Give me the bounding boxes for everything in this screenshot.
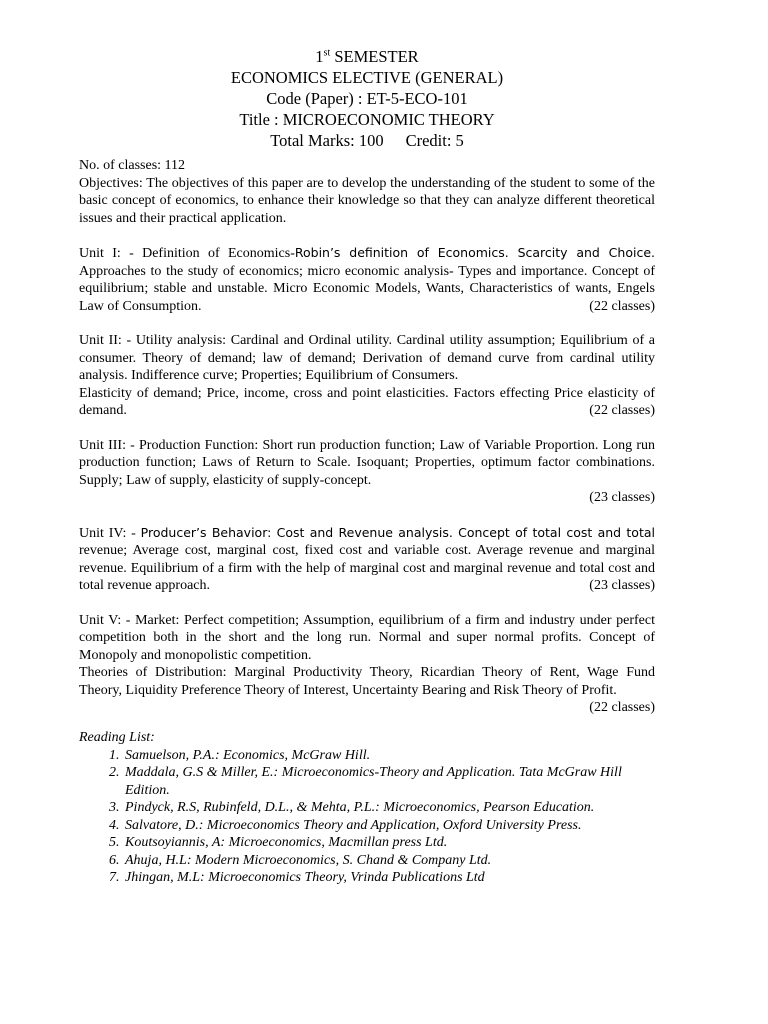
number-of-classes: No. of classes: 112 bbox=[79, 158, 186, 173]
unit-2-text-2: Elasticity of demand; Price, income, cross and point elasticities. Factors effecting Price elasticity of demand. bbox=[79, 385, 655, 418]
unit-3 bbox=[79, 437, 655, 507]
total-marks: Total Marks: 100 bbox=[270, 131, 384, 150]
unit-4-lead: Unit IV: - bbox=[79, 525, 141, 541]
unit-2-classes: (22 classes) bbox=[589, 403, 655, 418]
reading-item: 1. Samuelson, P.A.: Economics, McGraw Hill. bbox=[123, 747, 655, 765]
unit-4-lead-sans: Producer’s Behavior: Cost and Revenue analysis. Concept of total cost and total bbox=[140, 524, 655, 540]
unit-3-classes: (23 classes) bbox=[589, 490, 655, 505]
reading-item: 3. Pindyck, R.S, Rubinfeld, D.L., & Mehta, P.L.: Microeconomics, Pearson Education. bbox=[123, 799, 655, 817]
unit-5-text: Unit V: - Market: Perfect competition; Assumption, equilibrium of a firm and industry under perfect competition both in the short and the long run. Normal and super normal profits. Concept of Monopoly and monopolistic competition. bbox=[79, 612, 655, 663]
syllabus-body bbox=[79, 157, 655, 715]
paper-title: Title : MICROECONOMIC THEORY bbox=[239, 110, 495, 129]
reading-item: 2. Maddala, G.S & Miller, E.: Microeconomics-Theory and Application. Tata McGraw Hill Edition. bbox=[123, 764, 655, 799]
unit-5-text-2: Theories of Distribution: Marginal Productivity Theory, Ricardian Theory of Rent, Wage Fund Theory, Liquidity Preference Theory of Interest, Uncertainty Bearing and Risk Theory of Profit. bbox=[79, 665, 655, 698]
unit-5-classes: (22 classes) bbox=[589, 700, 655, 715]
unit-3-text: Unit III: - Production Function: Short run production function; Law of Variable Proportion. Long run production function; Laws of Return to Scale. Isoquant; Properties, optimum factor combinations. Supply; Law of supply, elasticity of supply-concept. bbox=[79, 437, 655, 488]
semester-line bbox=[79, 46, 655, 67]
reading-item: 4. Salvatore, D.: Microeconomics Theory and Application, Oxford University Press. bbox=[123, 817, 655, 835]
unit-1-lead-sans: Robin’s definition of Economics. Scarcity and Choice. bbox=[294, 245, 655, 260]
unit-4-text: revenue; Average cost, marginal cost, fixed cost and variable cost. Average revenue and marginal revenue. Equilibrium of a firm with the help of marginal cost and marginal revenue and total cost and total revenue approach. bbox=[79, 543, 655, 593]
objectives: Objectives: The objectives of this paper are to develop the understanding of the student to some of the basic concept of economics, to enhance their knowledge so that they can analyze different theoretical issues and their practical application. bbox=[79, 175, 655, 226]
unit-1-classes: (22 classes) bbox=[589, 298, 655, 314]
unit-4-classes: (23 classes) bbox=[589, 578, 655, 593]
unit-1-lead: Unit I: - Definition of Economics- bbox=[79, 246, 295, 261]
marks-credit-line bbox=[79, 130, 655, 151]
credit: Credit: 5 bbox=[405, 131, 464, 150]
reading-list-heading: Reading List: bbox=[79, 730, 155, 745]
semester-ordinal: st bbox=[323, 47, 331, 59]
reading-item: 5. Koutsoyiannis, A: Microeconomics, Macmillan press Ltd. bbox=[123, 834, 655, 852]
semester-number: 1 bbox=[315, 47, 324, 66]
reading-item: 6. Ahuja, H.L: Modern Microeconomics, S. Chand & Company Ltd. bbox=[123, 852, 655, 870]
unit-2 bbox=[79, 332, 655, 420]
unit-4 bbox=[79, 524, 655, 595]
reading-item: 7. Jhingan, M.L: Microeconomics Theory, Vrinda Publications Ltd bbox=[123, 869, 655, 887]
syllabus-header bbox=[79, 46, 655, 151]
unit-5 bbox=[79, 612, 655, 715]
reading-list-items bbox=[79, 747, 655, 887]
semester-word: SEMESTER bbox=[334, 47, 419, 66]
paper-code: Code (Paper) : ET-5-ECO-101 bbox=[266, 89, 468, 108]
unit-1 bbox=[79, 244, 655, 315]
unit-2-text: Unit II: - Utility analysis: Cardinal and Ordinal utility. Cardinal utility assumption; Equilibrium of a consumer. Theory of demand; law of demand; Derivation of demand curve from cardinal utility analysis. Indifference curve; Properties; Equilibrium of Consumers. bbox=[79, 333, 655, 383]
reading-list bbox=[79, 729, 655, 887]
unit-1-text: Approaches to the study of economics; micro economic analysis- Types and importance. Concept of equilibrium; stable and unstable. Micro Economic Models, Wants, Characteristics of wants, Engels Law of Consumption. bbox=[79, 263, 655, 314]
course-name: ECONOMICS ELECTIVE (GENERAL) bbox=[230, 68, 504, 87]
